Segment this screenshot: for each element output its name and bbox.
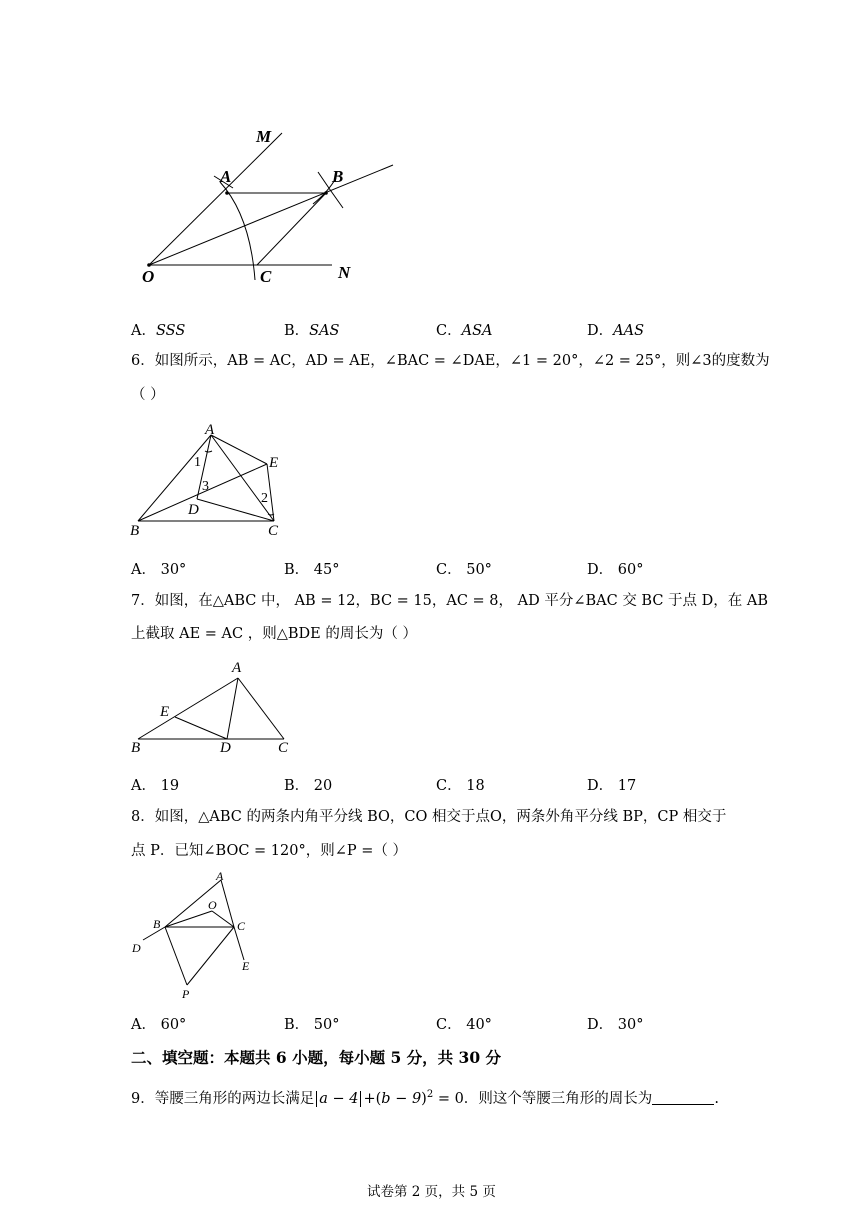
label-B: B <box>130 523 140 539</box>
q6-option-a[interactable]: A． 30° <box>131 562 187 578</box>
q5-option-b[interactable]: B．SAS <box>284 323 340 339</box>
q7-option-c[interactable]: C． 18 <box>436 778 485 794</box>
label-angle-2: 2 <box>261 491 268 506</box>
ray-OM <box>149 133 282 265</box>
q5-option-a[interactable]: A．SSS <box>131 323 186 339</box>
label-E: E <box>242 959 250 973</box>
label-D: D <box>220 740 231 756</box>
q6-option-c[interactable]: C． 50° <box>436 562 492 578</box>
q8-stem-line1: 8．如图，△ABC 的两条内角平分线 BO，CO 相交于点O，两条外角平分线 BP，CP 相交于 <box>131 809 727 825</box>
q6-option-b[interactable]: B． 45° <box>284 562 340 578</box>
q9-stem: 9．等腰三角形的两边长满足 $a - 4 +(b - 9)^2 = 0$．则这个等腰三角形的周长为 . <box>131 1089 719 1107</box>
label-A: A <box>205 422 215 438</box>
q9-eq: = 0． <box>437 1090 479 1107</box>
label-A: A <box>216 869 224 883</box>
segment-BC <box>257 193 326 265</box>
label-O: O <box>208 898 217 912</box>
label-E: E <box>269 455 279 471</box>
label-P: P <box>182 987 190 1001</box>
q8-option-b[interactable]: B． 50° <box>284 1017 340 1033</box>
q7-option-a[interactable]: A． 19 <box>131 778 180 794</box>
label-A: A <box>220 167 232 186</box>
q9-abs-expr: a − 4 <box>316 1091 361 1107</box>
q7-figure <box>128 656 298 756</box>
q6-stem-line2: （ ） <box>131 387 165 403</box>
q8-figure <box>128 868 268 1003</box>
label-C: C <box>278 740 289 756</box>
q7-option-d[interactable]: D． 17 <box>587 778 637 794</box>
q5-option-d[interactable]: D．AAS <box>587 323 645 339</box>
label-D: D <box>188 502 199 518</box>
label-E: E <box>160 704 170 720</box>
q8-stem-line2: 点 P．已知∠BOC = 120°，则∠P =（ ） <box>131 843 407 859</box>
q6-stem-line1: 6．如图所示，AB = AC，AD = AE，∠BAC = ∠DAE，∠1 = 20°，∠2 = 25°，则∠3的度数为 <box>131 353 770 369</box>
label-O: O <box>142 267 155 286</box>
q5-figure <box>130 120 410 295</box>
label-angle-3: 3 <box>202 479 209 494</box>
page-footer: 试卷第 2 页，共 5 页 <box>367 1184 496 1200</box>
q7-stem-line1: 7．如图，在△ABC 中， AB = 12，BC = 15，AC = 8， AD 平分∠BAC 交 BC 于点 D，在 AB <box>131 593 769 609</box>
q8-option-a[interactable]: A． 60° <box>131 1017 187 1033</box>
label-B: B <box>153 917 161 931</box>
q9-exponent: 2 <box>426 1089 434 1100</box>
q9-square-expr: b − 9 <box>381 1090 422 1107</box>
q6-figure <box>128 420 298 545</box>
label-M: M <box>256 127 272 146</box>
label-B: B <box>332 167 344 186</box>
label-A: A <box>232 660 242 676</box>
q9-suffix: 则这个等腰三角形的周长为 <box>478 1090 653 1107</box>
q8-option-d[interactable]: D． 30° <box>587 1017 644 1033</box>
q8-option-c[interactable]: C． 40° <box>436 1017 492 1033</box>
label-B: B <box>131 740 141 756</box>
q7-option-b[interactable]: B． 20 <box>284 778 333 794</box>
label-D: D <box>132 941 141 955</box>
label-N: N <box>338 263 351 282</box>
q5-option-c[interactable]: C．ASA <box>436 323 493 339</box>
q6-option-d[interactable]: D． 60° <box>587 562 644 578</box>
q7-stem-line2: 上截取 AE = AC ，则△BDE 的周长为（ ） <box>131 626 417 642</box>
label-C: C <box>260 267 272 286</box>
q9-answer-blank[interactable] <box>652 1090 714 1105</box>
label-C: C <box>268 523 279 539</box>
q9-prefix: 9．等腰三角形的两边长满足 <box>131 1090 315 1107</box>
label-angle-1: 1 <box>194 455 201 470</box>
section-heading: 二、填空题：本题共 6 小题，每小题 5 分，共 30 分 <box>131 1048 502 1067</box>
label-C: C <box>237 919 246 933</box>
